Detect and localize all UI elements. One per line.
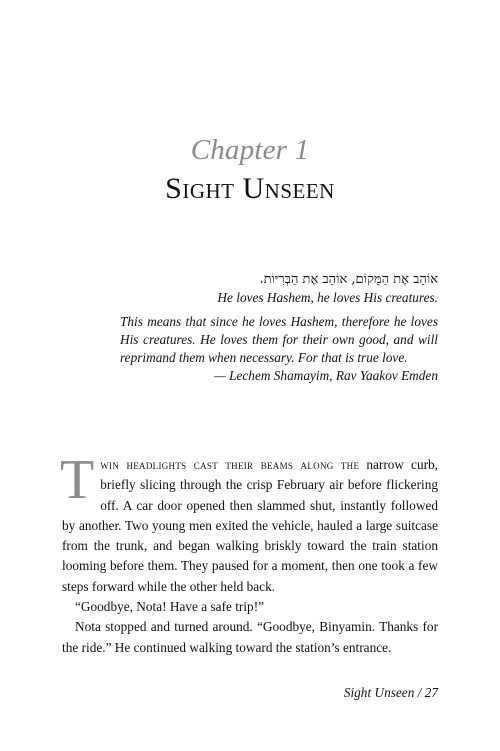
epigraph <box>120 271 438 385</box>
paragraph: “Goodbye, Nota! Have a safe trip!” <box>75 599 265 615</box>
chapter-label: Chapter 1 <box>190 134 310 166</box>
epigraph-translation: He loves Hashem, he loves His creatures. <box>217 290 438 305</box>
epigraph-attribution: — Lechem Shamayim, Rav Yaakov Emden <box>213 368 438 383</box>
chapter-title: Sight Unseen <box>165 172 335 205</box>
lead-in-small-caps: win headlights cast their beams along the <box>100 457 360 472</box>
running-footer: Sight Unseen / 27 <box>343 685 438 700</box>
paragraph <box>60 449 438 597</box>
body-text <box>60 449 438 658</box>
epigraph-hebrew: אוֹהֵב אֶת הַמָּקוֹם, אוֹהֵב אֶת הַבְּרִיּוֹת. <box>259 272 438 287</box>
paragraph-text: narrow curb, briefly slicing through the crisp February air before flickering off. A car door opened then slammed shut, instantly followed by another. Two young men exited the vehicle, hauled a large suitcase from the trunk, and began walking briskly toward the train station looming before them. They paused for a moment, then one took a few steps forward while the other held back. <box>62 457 438 594</box>
paragraph: Nota stopped and turned around. “Goodbye, Binyamin. Thanks for the ride.” He continued walking toward the station’s entrance. <box>62 619 438 655</box>
drop-cap: T <box>60 449 95 511</box>
epigraph-commentary: This means that since he loves Hashem, therefore he loves His creatures. He loves them for their own good, and will reprimand them when necessary. For that is true love. <box>120 314 438 365</box>
